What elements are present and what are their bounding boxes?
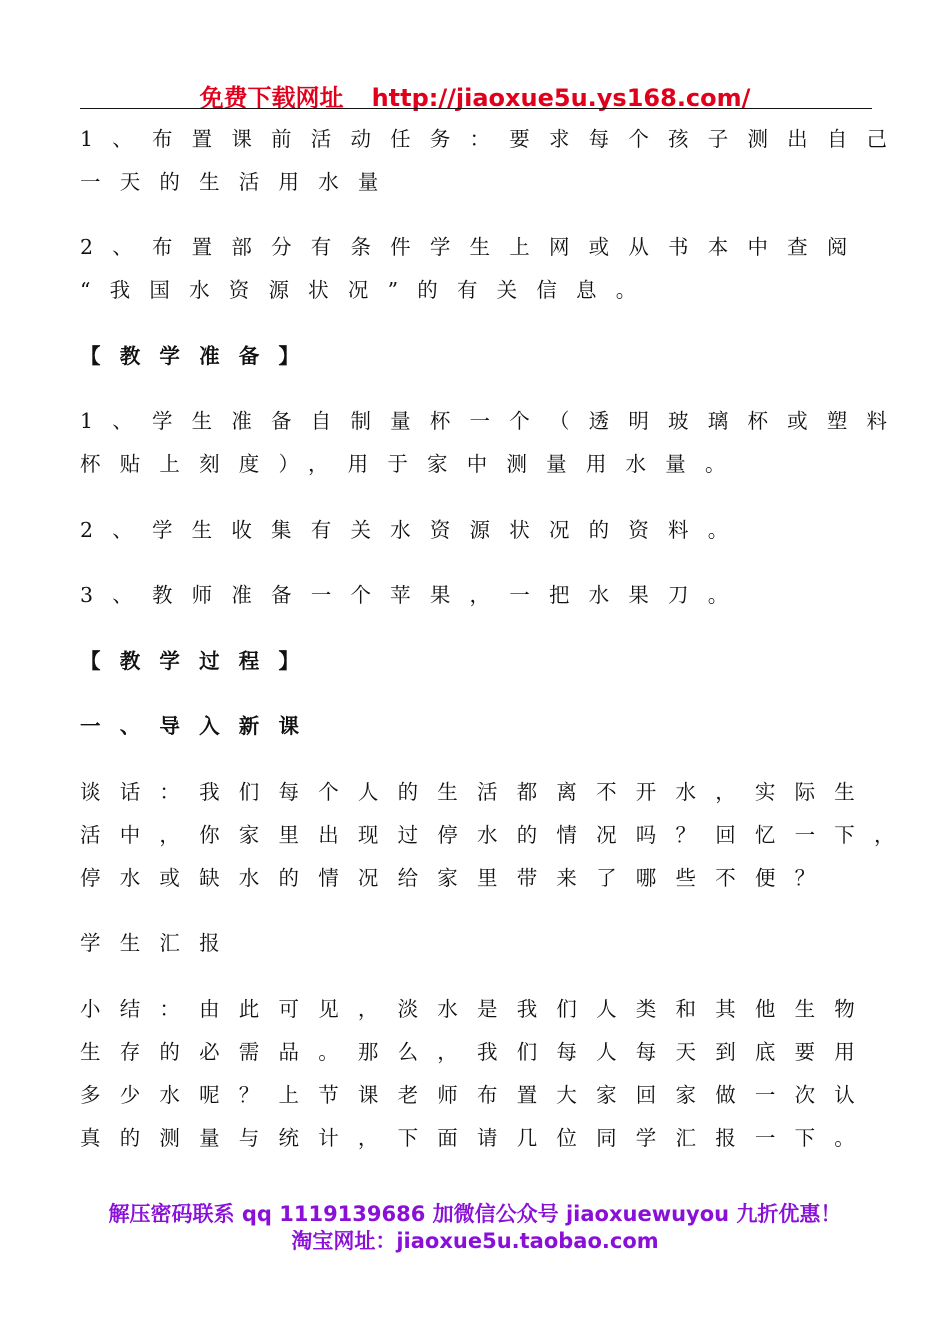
header-divider (80, 108, 872, 109)
text-line: 学生汇报 (80, 931, 239, 955)
text-line: 活中，你家里出现过停水的情况吗？回忆一下， (80, 823, 914, 847)
section-heading: 【教学准备】 (80, 344, 319, 368)
text-line: 真的测量与统计，下面请几位同学汇报一下。 (80, 1126, 874, 1150)
text-line: 杯贴上刻度），用于家中测量用水量。 (80, 452, 745, 476)
text-line: 3、教师准备一个苹果，一把水果刀。 (80, 583, 748, 607)
text-line: “我国水资源状况”的有关信息。 (80, 278, 656, 302)
footer-contact-line: 解压密码联系 qq 1119139686 加微信公众号 jiaoxuewuyou 九折优惠！ (108, 1202, 842, 1226)
text-line: 1、学生准备自制量杯一个（透明玻璃杯或塑料 (80, 409, 907, 433)
text-line: 谈话：我们每个人的生活都离不开水，实际生 (80, 780, 874, 804)
download-label: 免费下载网址 (199, 84, 344, 112)
text-line: 2、学生收集有关水资源状况的资料。 (80, 518, 748, 542)
text-line: 多少水呢？上节课老师布置大家回家做一次认 (80, 1083, 874, 1107)
section-heading: 【教学过程】 (80, 649, 319, 673)
download-url-link[interactable]: http://jiaoxue5u.ys168.com/ (371, 84, 751, 112)
footer-taobao-link[interactable]: 淘宝网址：jiaoxue5u.taobao.com (291, 1229, 659, 1253)
text-line: 一天的生活用水量 (80, 170, 398, 194)
text-line: 生存的必需品。那么，我们每人每天到底要用 (80, 1040, 874, 1064)
text-line: 2、布置部分有条件学生上网或从书本中查阅 (80, 235, 867, 259)
text-line: 停水或缺水的情况给家里带来了哪些不便？ (80, 866, 835, 890)
section-heading: 一、导入新课 (80, 714, 319, 738)
text-line: 1、布置课前活动任务：要求每个孩子测出自己 (80, 127, 907, 151)
text-line: 小结：由此可见，淡水是我们人类和其他生物 (80, 997, 874, 1021)
